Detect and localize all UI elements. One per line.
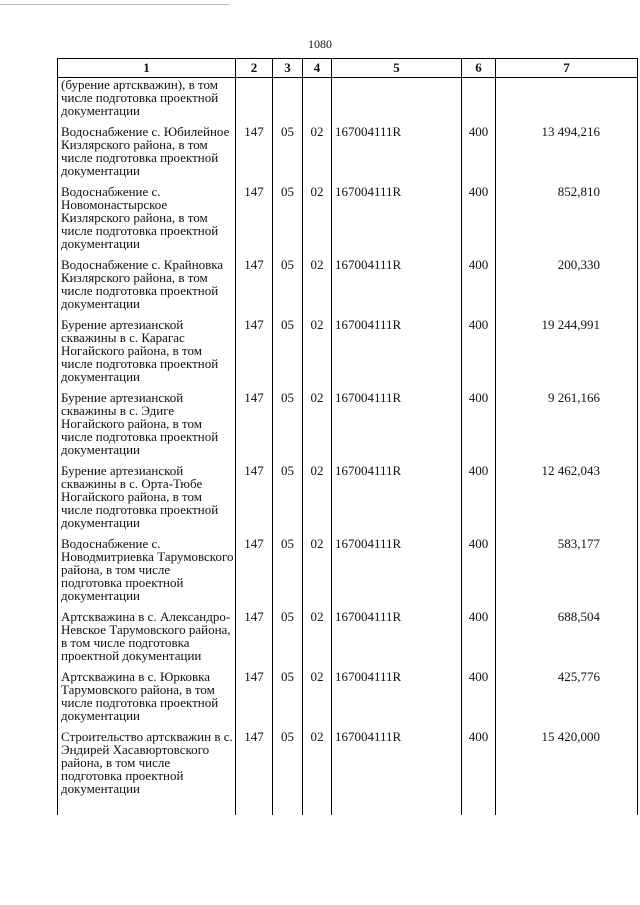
- code-2: 147: [236, 529, 273, 602]
- code-6: 400: [462, 722, 496, 795]
- code-6: [462, 78, 496, 118]
- code-3: 05: [273, 383, 303, 456]
- page-number: 1080: [308, 37, 332, 51]
- code-6: 400: [462, 177, 496, 250]
- table-header-row: [58, 59, 638, 78]
- code-4: 02: [303, 722, 332, 795]
- code-5: 167004111R: [332, 310, 462, 383]
- code-3: 05: [273, 250, 303, 310]
- code-2: 147: [236, 383, 273, 456]
- code-5: 167004111R: [332, 529, 462, 602]
- code-6: 400: [462, 602, 496, 662]
- code-3: 05: [273, 177, 303, 250]
- item-name: Водоснабжение с. Новодмитриевка Тарумовского района, в том числе подготовка проектной документации: [58, 529, 236, 602]
- table-row: [58, 117, 638, 177]
- code-4: 02: [303, 177, 332, 250]
- code-5: [332, 78, 462, 118]
- column-header: 6: [462, 59, 496, 78]
- column-header: 1: [58, 59, 236, 78]
- code-4: 02: [303, 117, 332, 177]
- code-2: 147: [236, 250, 273, 310]
- table-row: [58, 662, 638, 722]
- code-2: 147: [236, 117, 273, 177]
- code-5: 167004111R: [332, 177, 462, 250]
- code-4: [303, 78, 332, 118]
- item-name: Водоснабжение с. Новомонастырское Кизлярского района, в том числе подготовка проектной документации: [58, 177, 236, 250]
- amount: 19 244,991: [496, 310, 638, 383]
- amount: 13 494,216: [496, 117, 638, 177]
- code-6: 400: [462, 383, 496, 456]
- code-6: 400: [462, 310, 496, 383]
- item-name: Строительство артскважин в с. Эндирей Хасавюртовского района, в том числе подготовка проектной документации: [58, 722, 236, 795]
- code-5: 167004111R: [332, 117, 462, 177]
- table-row: [58, 456, 638, 529]
- code-4: 02: [303, 529, 332, 602]
- amount: 688,504: [496, 602, 638, 662]
- amount: 852,810: [496, 177, 638, 250]
- code-2: [236, 78, 273, 118]
- item-name: Бурение артезианской скважины в с. Эдиге Ногайского района, в том числе подготовка проектной документации: [58, 383, 236, 456]
- table-row: [58, 722, 638, 795]
- table-row: [58, 78, 638, 118]
- table-row: [58, 383, 638, 456]
- code-5: 167004111R: [332, 456, 462, 529]
- table-row: [58, 177, 638, 250]
- amount: 9 261,166: [496, 383, 638, 456]
- code-4: 02: [303, 250, 332, 310]
- table-row: [58, 310, 638, 383]
- code-3: [273, 78, 303, 118]
- column-header: 5: [332, 59, 462, 78]
- column-header: 4: [303, 59, 332, 78]
- item-name: Бурение артезианской скважины в с. Карагас Ногайского района, в том числе подготовка проектной документации: [58, 310, 236, 383]
- amount: [496, 78, 638, 118]
- code-6: 400: [462, 456, 496, 529]
- code-2: 147: [236, 662, 273, 722]
- code-2: 147: [236, 456, 273, 529]
- code-5: 167004111R: [332, 602, 462, 662]
- code-6: 400: [462, 250, 496, 310]
- code-3: 05: [273, 310, 303, 383]
- item-name: (бурение артскважин), в том числе подготовка проектной документации: [58, 78, 236, 118]
- amount: 200,330: [496, 250, 638, 310]
- code-4: 02: [303, 310, 332, 383]
- code-2: 147: [236, 177, 273, 250]
- scan-edge-line: [0, 4, 230, 5]
- code-4: 02: [303, 383, 332, 456]
- item-name: Артскважина в с. Александро-Невское Тарумовского района, в том числе подготовка проектной документации: [58, 602, 236, 662]
- code-5: 167004111R: [332, 383, 462, 456]
- item-name: Водоснабжение с. Юбилейное Кизлярского района, в том числе подготовка проектной документации: [58, 117, 236, 177]
- code-5: 167004111R: [332, 250, 462, 310]
- code-2: 147: [236, 722, 273, 795]
- code-4: 02: [303, 456, 332, 529]
- code-6: 400: [462, 529, 496, 602]
- item-name: Водоснабжение с. Крайновка Кизлярского района, в том числе подготовка проектной документации: [58, 250, 236, 310]
- code-2: 147: [236, 310, 273, 383]
- column-header: 3: [273, 59, 303, 78]
- code-4: 02: [303, 602, 332, 662]
- amount: 15 420,000: [496, 722, 638, 795]
- amount: 425,776: [496, 662, 638, 722]
- column-header: 2: [236, 59, 273, 78]
- amount: 12 462,043: [496, 456, 638, 529]
- code-3: 05: [273, 117, 303, 177]
- code-3: 05: [273, 602, 303, 662]
- table-row: [58, 250, 638, 310]
- code-3: 05: [273, 722, 303, 795]
- table-row: [58, 602, 638, 662]
- table-bottom-spacer: [58, 795, 638, 815]
- budget-table: [57, 58, 638, 815]
- code-6: 400: [462, 662, 496, 722]
- item-name: Бурение артезианской скважины в с. Орта-Тюбе Ногайского района, в том числе подготовка проектной документации: [58, 456, 236, 529]
- table-row: [58, 529, 638, 602]
- code-6: 400: [462, 117, 496, 177]
- code-3: 05: [273, 662, 303, 722]
- code-5: 167004111R: [332, 662, 462, 722]
- code-4: 02: [303, 662, 332, 722]
- item-name: Артскважина в с. Юрковка Тарумовского района, в том числе подготовка проектной документации: [58, 662, 236, 722]
- code-5: 167004111R: [332, 722, 462, 795]
- code-3: 05: [273, 529, 303, 602]
- code-2: 147: [236, 602, 273, 662]
- column-header: 7: [496, 59, 638, 78]
- code-3: 05: [273, 456, 303, 529]
- amount: 583,177: [496, 529, 638, 602]
